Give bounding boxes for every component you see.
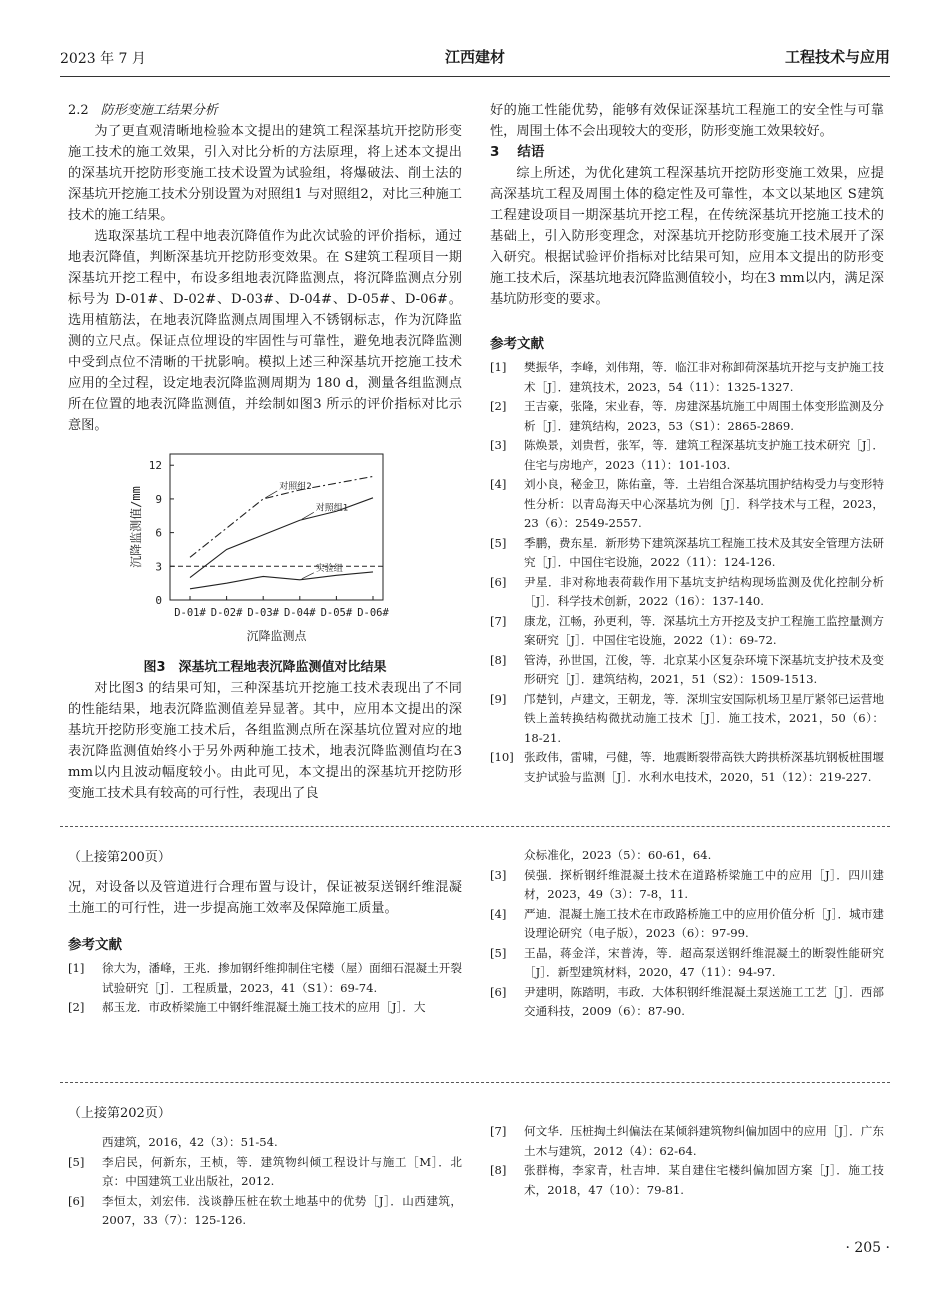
reference-number: [10] [490, 750, 514, 764]
y-tick-label: 3 [155, 560, 162, 574]
reference-number: [7] [490, 1124, 507, 1138]
reference-item [490, 983, 884, 1022]
reference-number: [5] [490, 945, 507, 960]
reference-text: 众标准化，2023（5）：60-61，64. [524, 848, 712, 862]
reference-item [68, 1133, 462, 1153]
continued-200-right [490, 846, 884, 1022]
reference-text: 王吉豪，张隆，宋业春，等．房建深基坑施工中周围土体变形监测及分析［J］．建筑结构，2023，53（S1）：2865-2869. [524, 399, 884, 433]
reference-text: 严迪．混凝土施工技术在市政路桥施工中的应用价值分析［J］．城市建设理论研究（电子版），2023（6）：97-99. [524, 906, 884, 940]
reference-number: [4] [490, 906, 507, 921]
journal-name: 江西建材 [444, 48, 505, 66]
left-column-lower [68, 678, 462, 804]
reference-number: [5] [68, 1154, 85, 1169]
y-tick-label: 12 [148, 459, 162, 473]
references-list [490, 846, 884, 1022]
reference-item [490, 690, 884, 749]
paragraph: 对比图3 的结果可知，三种深基坑开挖施工技术表现出了不同的性能结果，地表沉降监测值差异显著。其中，应用本文提出的深基坑开挖防形变施工技术后，各组监测点所在深基坑位置对应的地表沉降监测值始终小于另外两种施工技术，地表沉降监测值均在3 mm以内且波动幅度较小。由此可见，本文提出的深基坑开挖防形变施工技术具有较高的可行性，表现出了良 [68, 681, 462, 801]
reference-item [490, 748, 884, 787]
reference-item [490, 358, 884, 397]
section-divider [60, 826, 890, 827]
page-number: · 205 · [845, 1240, 890, 1256]
reference-text: 樊振华，李峰，刘伟翔，等．临江非对称卸荷深基坑开挖与支护施工技术［J］．建筑技术，2023，54（11）：1325-1327. [524, 360, 884, 394]
reference-text: 管涛，孙世国，江俊，等．北京某小区复杂环境下深基坑支护技术及变形研究［J］．建筑结构，2021，51（S2）：1509-1513. [524, 652, 884, 686]
reference-item [68, 1192, 462, 1231]
reference-number: [7] [490, 613, 507, 628]
issue-date: 2023 年 7 月 [60, 51, 146, 67]
reference-text: 尹建明，陈踏明，韦政．大体积钢纤维混凝土泵送施工工艺［J］．西部交通科技，2009（6）：87-90. [524, 984, 884, 1018]
references-list [490, 358, 884, 787]
reference-number: [5] [490, 535, 507, 550]
reference-number: [6] [490, 574, 507, 589]
continued-202-right [490, 1122, 884, 1200]
section-3-heading: 3 结语 [490, 144, 545, 160]
x-tick-label: D-01# [174, 607, 206, 619]
reference-item [490, 944, 884, 983]
reference-text: 李恒太，刘宏伟．浅谈静压桩在软土地基中的优势［J］．山西建筑，2007，33（7）：125-126. [102, 1193, 462, 1227]
references-list [490, 1122, 884, 1200]
y-tick-label: 0 [155, 594, 162, 607]
paragraph: 选取深基坑工程中地表沉降值作为此次试验的评价指标，通过地表沉降值，判断深基坑开挖防形变效果。在 S建筑工程项目一期深基坑开挖工程中，布设多组地表沉降监测点，将沉降监测点分别标号为 D-01#、D-02#、D-03#、D-04#、D-05#、D-06#。选用植筋法，在地表沉降监测点周围埋入不锈钢标志，作为沉降监测的立尺点。保证点位埋设的牢固性与可靠性，避免地表沉降监测中受到点位不清晰的干扰影响。模拟上述三种深基坑开挖施工技术应用的全过程，设定地表沉降监测周期为 180 d，测量各组监测点所在位置的地表沉降监测值，并绘制如图3 所示的评价指标对比示意图。 [68, 229, 462, 433]
reference-number: [8] [490, 1163, 507, 1177]
reference-item [68, 1153, 462, 1192]
reference-number: [9] [490, 691, 507, 706]
reference-number: [2] [68, 1000, 85, 1014]
y-tick-label: 6 [155, 526, 162, 540]
reference-number: [1] [68, 961, 85, 975]
reference-item [490, 612, 884, 651]
x-tick-label: D-02# [210, 607, 243, 619]
references-list [68, 1133, 462, 1231]
continued-202-left [68, 1102, 462, 1231]
reference-text: 康龙，江畅，孙更利，等．深基坑土方开挖及支护工程施工监控量测方案研究［J］．中国住宅设施，2022（1）：69-72. [524, 613, 884, 647]
reference-item [490, 846, 884, 866]
continued-label: （上接第200页） [68, 850, 171, 865]
reference-item [490, 651, 884, 690]
figure-3 [115, 448, 415, 648]
x-tick-label: D-05# [320, 607, 353, 619]
reference-number: [1] [490, 360, 507, 374]
reference-text: 王晶，蒋金洋，宋普涛，等．超高泵送钢纤维混凝土的断裂性能研究［J］．新型建筑材料，2020，47（11）：94-97. [524, 945, 884, 979]
settlement-chart [115, 448, 415, 648]
reference-text: 西建筑，2016，42（3）：51-54. [102, 1135, 278, 1149]
references [490, 332, 884, 787]
reference-number: [2] [490, 399, 507, 413]
references-heading: 参考文献 [68, 937, 122, 953]
reference-text: 尹星．非对称地表荷载作用下基坑支护结构现场监测及优化控制分析［J］．科学技术创新，2022（16）：137-140. [524, 574, 884, 608]
page-header [60, 42, 890, 77]
reference-text: 郝玉龙．市政桥梁施工中钢纤维混凝土施工技术的应用［J］．大 [102, 1000, 426, 1014]
y-tick-label: 9 [155, 492, 162, 506]
series-label: 对照组2 [279, 481, 312, 492]
reference-item [490, 905, 884, 944]
reference-item [490, 475, 884, 534]
references-list [68, 959, 462, 1018]
reference-number [68, 1133, 102, 1153]
reference-item [490, 397, 884, 436]
reference-text: 陈焕景，刘贵哲，张军，等．建筑工程深基坑支护施工技术研究［J］．住宅与房地产，2023（11）：101-103. [524, 438, 884, 472]
reference-item [68, 998, 462, 1018]
continued-200-left [68, 846, 462, 1018]
x-tick-label: D-04# [283, 607, 316, 619]
reference-item [490, 866, 884, 905]
paragraph: 为了更直观清晰地检验本文提出的建筑工程深基坑开挖防形变施工技术的施工效果，引入对比分析的方法原理，将上述本文提出的深基坑开挖防形变施工技术设置为试验组，将爆破法、削土法的深基坑开挖施工技术分别设置为对照组1 与对照组2，对比三种施工技术的施工结果。 [68, 124, 462, 223]
reference-text: 张群梅，李家青，杜吉坤．某自建住宅楼纠偏加固方案［J］．施工技术，2018，47（10）：79-81. [524, 1163, 884, 1197]
reference-item [490, 1122, 884, 1161]
section-name: 工程技术与应用 [784, 48, 890, 66]
reference-number: [6] [490, 984, 507, 999]
reference-text: 何文华．压桩掏土纠偏法在某倾斜建筑物纠偏加固中的应用［J］．广东土木与建筑，2012（4）：62-64. [524, 1124, 884, 1158]
y-axis-label: 沉降监测值/mm [129, 486, 143, 568]
reference-number: [6] [68, 1193, 85, 1208]
reference-text: 季鹏，费东星．新形势下建筑深基坑工程施工技术及其安全管理方法研究［J］．中国住宅设施，2022（11）：124-126. [524, 535, 884, 569]
reference-text: 李启民，何新东，王桢，等．建筑物纠倾工程设计与施工［M］．北京：中国建筑工业出版社，2012. [102, 1154, 462, 1188]
reference-text: 徐大为，潘峰，王兆．掺加钢纤维抑制住宅楼（屋）面细石混凝土开裂试验研究［J］．工程质量，2023，41（S1）：69-74. [102, 961, 462, 995]
continued-label: （上接第202页） [68, 1106, 171, 1121]
figure-caption: 图3 深基坑工程地表沉降监测值对比结果 [143, 660, 387, 675]
series-line [190, 572, 373, 589]
reference-text: 侯强．探析钢纤维混凝土技术在道路桥梁施工中的应用［J］．四川建材，2023，49（3）：7-8，11. [524, 867, 884, 901]
references-heading: 参考文献 [490, 336, 544, 352]
reference-item [490, 436, 884, 475]
series-label: 实验组 [315, 563, 343, 574]
reference-item [490, 534, 884, 573]
x-tick-label: D-06# [357, 607, 389, 619]
reference-text: 邝楚钊，卢建文，王朝龙，等．深圳宝安国际机场卫星厅紧邻已运营地铁上盖转换结构微扰动施工技术［J］．施工技术，2021，50（6）：18-21. [524, 691, 884, 745]
series-label: 对照组1 [315, 503, 349, 514]
section-divider [60, 1082, 890, 1083]
reference-number [490, 846, 524, 866]
paragraph: 好的施工性能优势，能够有效保证深基坑工程施工的安全性与可靠性，周围土体不会出现较大的变形，防形变施工效果较好。 [490, 103, 884, 139]
reference-item [490, 1161, 884, 1200]
reference-item [490, 573, 884, 612]
reference-item [68, 959, 462, 998]
reference-number: [3] [490, 438, 507, 452]
reference-number: [3] [490, 867, 507, 882]
paragraph: 综上所述，为优化建筑工程深基坑开挖防形变施工效果，应提高深基坑工程及周围土体的稳定性及可靠性，本文以某地区 S建筑工程建设项目一期深基坑开挖工程，在传统深基坑开挖施工技术的基础上，引入防形变理念，对深基坑开挖防形变施工技术展开了深入研究。根据试验评价指标对比结果可知，应用本文提出的防形变施工技术后，深基坑地表沉降监测值较小，均在3 mm以内，满足深基坑防形变的要求。 [490, 166, 884, 307]
reference-number: [4] [490, 477, 507, 491]
left-column [68, 100, 462, 436]
section-2-2-heading: 2.2 防形变施工结果分析 [68, 103, 218, 118]
x-tick-label: D-03# [247, 607, 280, 619]
paragraph: 况，对设备以及管道进行合理布置与设计，保证被泵送钢纤维混凝土施工的可行性，进一步提高施工效率及保障施工质量。 [68, 880, 462, 916]
right-column [490, 100, 884, 310]
reference-text: 张政伟，雷啸，弓健，等．地震断裂带高铁大跨拱桥深基坑钢板桩围堰支护试验与监测［J］．水利水电技术，2020，51（12）：219-227. [524, 750, 884, 784]
reference-text: 刘小良，秘金卫，陈佑童，等．土岩组合深基坑围护结构受力与变形特性分析：以青岛海天中心深基坑为例［J］．科学技术与工程，2023，23（6）：2549-2557. [524, 477, 884, 530]
x-axis-label: 沉降监测点 [246, 629, 307, 643]
reference-number: [8] [490, 652, 507, 667]
